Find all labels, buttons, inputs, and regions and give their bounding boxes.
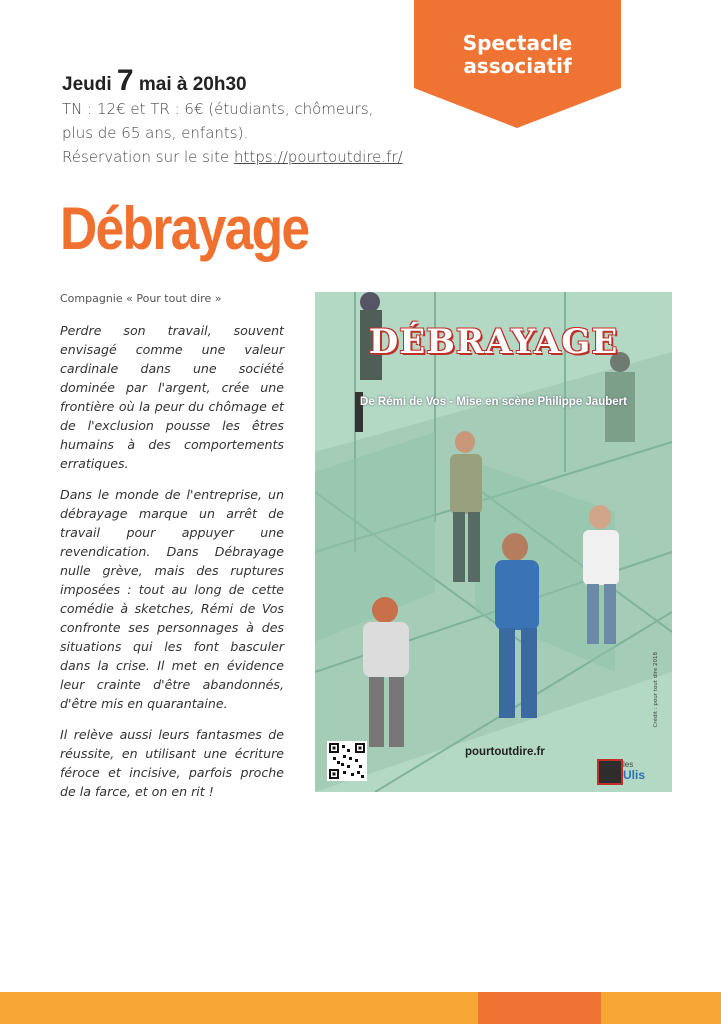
reservation-link[interactable]: https://pourtoutdire.fr/ [234,148,403,166]
spectacle-badge [414,0,621,128]
description-paragraph-1: Perdre son travail, souvent envisagé comme une valeur cardinale dans une société dominée par l'argent, crée une frontière où la peur du chômage et de l'exclusion pousse les êtres humains à des comportements erratiques. [60,323,284,471]
price-line1: TN : 12€ et TR : 6€ (étudiants, chômeurs, [62,100,374,118]
description-paragraph-3: Il relève aussi leurs fantasmes de réussite, en utilisant une écriture féroce et incisive, parfois proche de la farce, et on en rit ! [60,727,284,799]
day-name: Jeudi [62,74,112,95]
badge-text [414,32,621,78]
footer-accent [478,992,601,1024]
logo-ulis-text: Ulis [623,768,646,782]
event-date [62,64,247,98]
qr-pattern [329,743,365,779]
company-name: Compagnie « Pour tout dire » [60,292,222,305]
badge-line1: Spectacle [462,31,573,55]
logo-les: les [623,760,634,769]
poster-credit: Crédit : pour tout dire 2018 [653,652,659,728]
reservation-prefix: Réservation sur le site [62,148,235,166]
ulis-logo [597,759,663,785]
footer-bar [0,992,721,1024]
description-paragraph-2: Dans le monde de l'entreprise, un débrayage marque un arrêt de travail pour appuyer une revendication. Dans Débrayage nulle grève, mais des ruptures imposées : tout au long de cette comédie à sketches, Rémi de Vos confronte ses personnages à des situations qui les font basculer dans la crise. Il met en évidence leur crainte d'être abandonnés, d'être mis en quarantaine. [60,487,284,711]
theatre-icon [597,759,623,785]
description [60,321,284,813]
show-poster [315,292,672,792]
month-time: mai à 20h30 [138,74,247,95]
badge-line2: associatif [463,54,572,78]
poster-website: pourtoutdire.fr [465,746,545,758]
poster-title: DÉBRAYAGE [368,322,619,362]
poster-subtitle: De Rémi de Vos - Mise en scène Philippe Jaubert [360,396,627,408]
day-number: 7 [116,64,134,97]
price-info [62,97,403,169]
show-title: Débrayage [60,195,309,262]
reservation-line [62,145,403,169]
qr-code-icon[interactable] [327,741,367,781]
price-line2: plus de 65 ans, enfants). [62,124,249,142]
poster-illustration [315,292,672,792]
